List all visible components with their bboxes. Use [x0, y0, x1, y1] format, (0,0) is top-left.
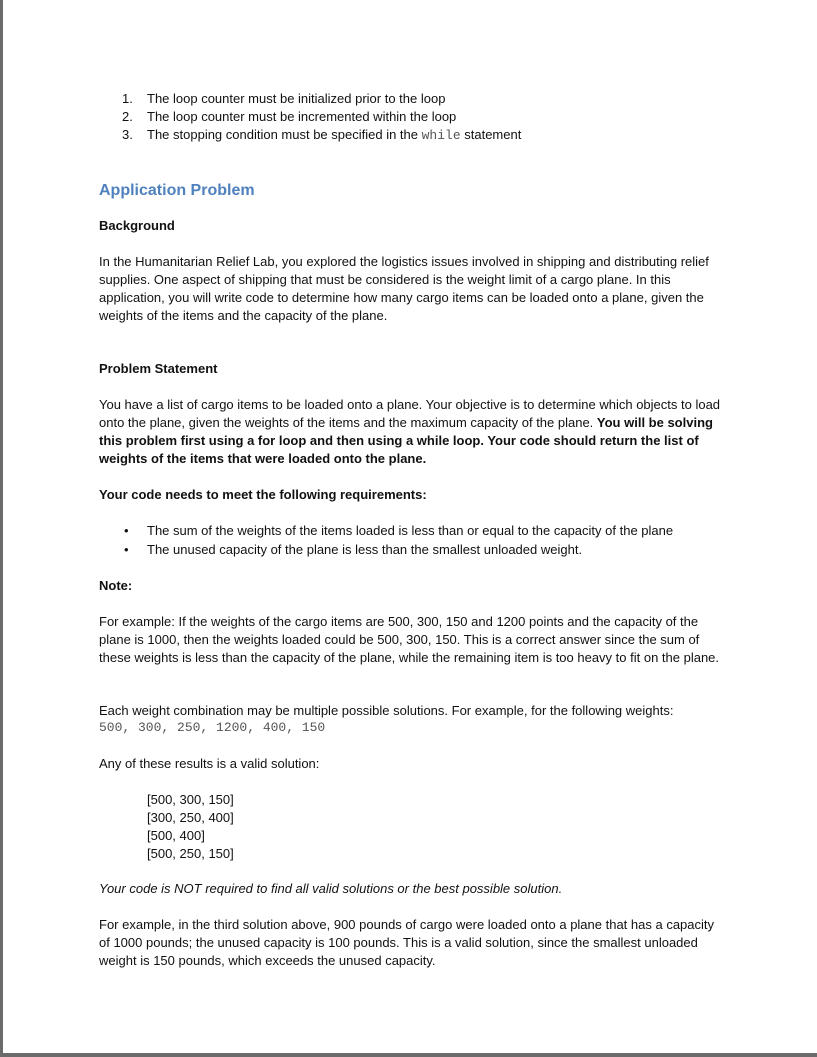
bullet-icon: • — [124, 542, 129, 557]
problem-emphasis: You will be solving this problem first using a for loop and then using a while loop. Your code should return the list of weights of the items that were loaded onto the plane. — [99, 415, 713, 466]
solution-item: [500, 250, 150] — [147, 846, 234, 861]
background-paragraph: In the Humanitarian Relief Lab, you explored the logistics issues involved in shipping and distributing relief supplies. One aspect of shipping that must be considered is the weight limit of a cargo plane. In this application, you will write code to determine how many cargo items can be loaded onto a plane, given the weights of the items and the capacity of the plane. — [99, 254, 709, 323]
rule-number: 2. — [122, 109, 133, 124]
rule-text — [147, 126, 521, 145]
rule-text-after: statement — [460, 127, 522, 142]
rule-number: 3. — [122, 127, 133, 142]
rule-text: The loop counter must be initialized prior to the loop — [147, 91, 446, 106]
solution-item: [300, 250, 400] — [147, 810, 234, 825]
bullet-icon: • — [124, 523, 129, 538]
solution-item: [500, 300, 150] — [147, 792, 234, 807]
example-paragraph-1: For example: If the weights of the cargo items are 500, 300, 150 and 1200 points and the capacity of the plane is 1000, then the weights loaded could be 500, 300, 150. This is a correct answer since the sum of these weights is less than the capacity of the plane, while the remaining item is too heavy to fit on the plane. — [99, 614, 720, 665]
italic-note: Your code is NOT required to find all valid solutions or the best possible solution. — [99, 881, 563, 896]
note-heading: Note: — [99, 578, 133, 593]
while-keyword: while — [421, 128, 461, 143]
any-valid-text: Any of these results is a valid solution: — [99, 756, 320, 771]
rule-text-before: The stopping condition must be specified in the — [147, 127, 422, 142]
example-paragraph-2: Each weight combination may be multiple possible solutions. For example, for the following weights: — [99, 703, 674, 718]
rule-text: The loop counter must be incremented within the loop — [147, 109, 457, 124]
weights-code: 500, 300, 250, 1200, 400, 150 — [99, 720, 326, 735]
solution-item: [500, 400] — [147, 828, 205, 843]
example-paragraph-3: For example, in the third solution above, 900 pounds of cargo were loaded onto a plane that has a capacity of 1000 pounds; the unused capacity is 100 pounds. This is a valid solution, since the smallest unloaded weight is 150 pounds, which exceeds the unused capacity. — [99, 917, 715, 968]
rule-number: 1. — [122, 91, 133, 106]
problem-text: You have a list of cargo items to be loaded onto a plane. Your objective is to determine which objects to load onto the plane, given the weights of the items and the maximum capacity of the plane. — [99, 397, 721, 430]
page-frame-bottom — [0, 1053, 817, 1057]
requirement-item: The unused capacity of the plane is less than the smallest unloaded weight. — [147, 542, 583, 557]
problem-paragraph — [99, 396, 723, 468]
background-heading: Background — [99, 218, 175, 233]
requirement-item: The sum of the weights of the items loaded is less than or equal to the capacity of the plane — [147, 523, 674, 538]
requirements-heading: Your code needs to meet the following requirements: — [99, 487, 427, 502]
section-title: Application Problem — [99, 182, 255, 199]
problem-heading: Problem Statement — [99, 361, 218, 376]
